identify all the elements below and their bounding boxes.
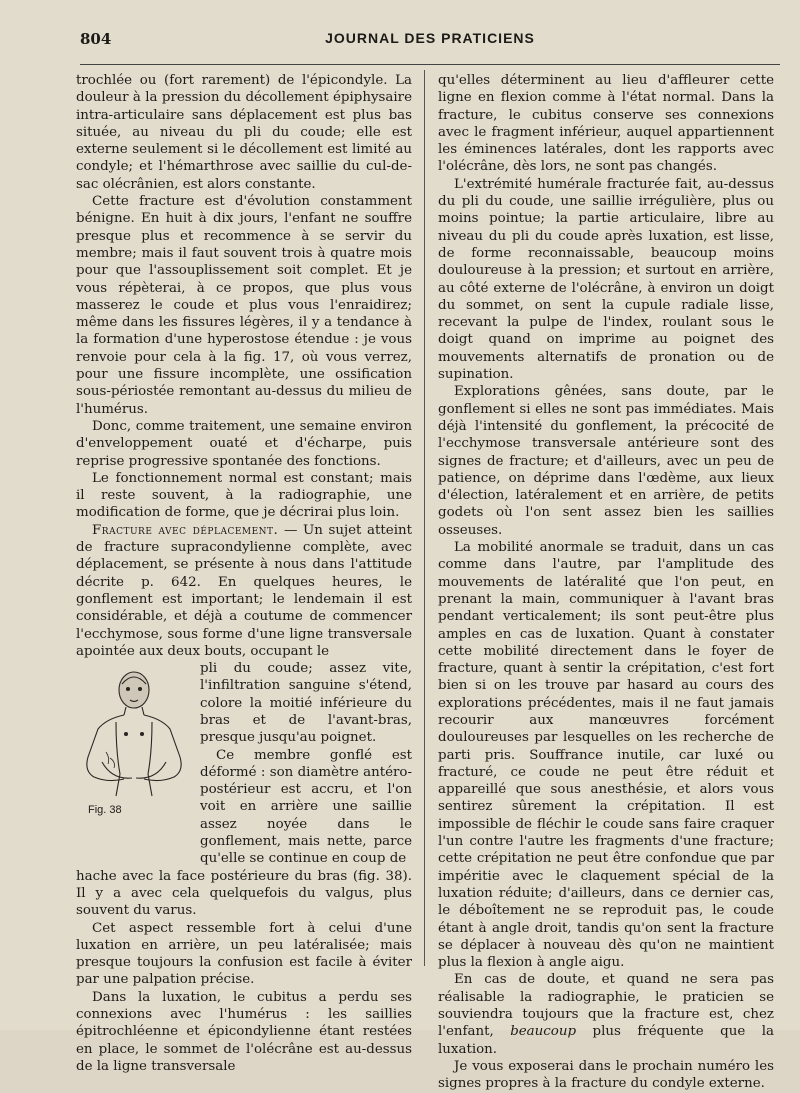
left-column bbox=[76, 72, 412, 1075]
right-paragraph-2: L'extrémité humérale fracturée fait, au-dessus du pli du coude, une saillie irrégulière, plus ou moins pointue; la partie articulaire, libre au niveau du pli du coude après luxation, est lisse, de forme reconnaissable, beaucoup moins douloureuse à la pression; et surtout en arrière, au côté externe de l'olécrâne, à environ un doigt du sommet, on sent la cupule radiale lisse, recevant la pulpe de l'index, roulant sous le doigt quand on imprime au poignet des mouvements alternatifs de pronation ou de supination. bbox=[438, 176, 774, 383]
page-header bbox=[80, 30, 780, 54]
journal-title: JOURNAL DES PRATICIENS bbox=[325, 30, 535, 46]
header-rule bbox=[80, 64, 780, 65]
child-figure-illustration bbox=[76, 662, 194, 802]
left-paragraph-6-rest: hache avec la face postérieure du bras (fig. 38). Il y a avec cela quelquefois du valgus, plus souvent du varus. bbox=[76, 868, 412, 919]
right-paragraph-5-b: plus fréquente que la luxation. bbox=[438, 1024, 774, 1057]
left-paragraph-6-narrow: Ce membre gonflé est déformé : son diamètre antéro-postérieur est accru, et l'on voit en arrière une saillie assez noyée dans le gonflement, mais nette, parce qu'elle se continue en coup de bbox=[200, 747, 412, 867]
right-column bbox=[438, 72, 774, 1093]
left-paragraph-2: Cette fracture est d'évolution constamment bénigne. En huit à dix jours, l'enfant ne souffre presque plus et recommence à se servir du membre; mais il faut souvent trois à quatre mois pour que l'assouplissement soit complet. Et je vous répèterai, à ce propos, que plus vous masserez le coude et plus vous l'enraidirez; même dans les fissures légères, il y a tendance à la formation d'une hyperostose étendue : je vous renvoie pour cela à la fig. 17, où vous verrez, pour une fissure incomplète, une ossification sous-périostée remontant au-dessus du milieu de l'humérus. bbox=[76, 194, 412, 417]
left-paragraph-1: trochlée ou (fort rarement) de l'épicondyle. La douleur à la pression du décollement épiphysaire intra-articulaire sans déplacement est plus bas située, au niveau du pli du coude; elle est externe seulement si le décollement est limité au condyle; et l'hémarthrose avec saillie du cul-de-sac olécrânien, est alors constante. bbox=[76, 73, 412, 192]
figure-caption: Fig. 38 bbox=[88, 804, 122, 817]
left-paragraph-3: Donc, comme traitement, une semaine environ d'enveloppement ouaté et d'écharpe, puis reprise progressive spontanée des fonctions. bbox=[76, 418, 412, 469]
right-paragraph-5 bbox=[438, 971, 774, 1057]
left-paragraph-5 bbox=[76, 522, 412, 660]
left-paragraph-4: Le fonctionnement normal est constant; mais il reste souvent, à la radiographie, une modification de forme, que je décrirai plus loin. bbox=[76, 470, 412, 521]
column-divider bbox=[424, 70, 425, 966]
right-paragraph-3: Explorations gênées, sans doute, par le gonflement si elles ne sont pas immédiates. Mais déjà l'intensité du gonflement, la précocité de l'ecchymose transversale antérieure sont des signes de fracture; et d'ailleurs, avec un peu de patience, on déprime dans l'œdème, aux lieux d'élection, latéralement et en arrière, de petits godets où l'on sent assez bien les saillies osseuses. bbox=[438, 384, 774, 538]
right-paragraph-1: qu'elles déterminent au lieu d'affleurer cette ligne en flexion comme à l'état normal. Dans la fracture, le cubitus conserve ses connexions avec le fragment inférieur, auquel appartiennent les éminences latérales, dont les rapports avec l'olécrâne, dès lors, ne sont pas changés. bbox=[438, 73, 774, 175]
right-paragraph-4: La mobilité anormale se traduit, dans un cas comme dans l'autre, par l'amplitude des mouvements de latéralité que l'on peut, en prenant la main, communiquer à l'avant bras pendant verticalement; ils sont peut-être plus amples en cas de luxation. Quant à constater cette mobilité directement dans le foyer de fracture, quant à sentir la crépitation, c'est fort bien si on les trouve par hasard au cours des explorations précédentes, mais il ne faut jamais recourir aux manœuvres forcément douloureuses par lesquelles on les recherche de parti pris. Souffrance inutile, car luxé ou fracturé, ce coude ne peut être réduit et appareillé que sous anesthésie, et alors vous sentirez sûrement la crépitation. Il est impossible de fléchir le coude sans faire craquer l'un contre l'autre les fragments d'une fracture; cette crépitation ne peut être confondue que par impéritie avec le claquement spécial de la luxation réduite; d'ailleurs, dans ce dernier cas, le déboîtement ne se reproduit pas, le coude étant à angle droit, tandis qu'on sent la fracture se déplacer à nouveau dès qu'on ne maintient plus la flexion à angle aigu. bbox=[438, 540, 774, 971]
left-paragraph-5-text: — Un sujet atteint de fracture supracondylienne complète, avec déplacement, se présente à nous dans l'attitude décrite p. 642. En quelques heures, le gonflement est important; le lendemain il est considérable, et déjà a coutume de commencer l'ecchymose, sous forme d'une ligne transversale apointée aux deux bouts, occupant le bbox=[76, 522, 412, 659]
right-paragraph-6: Je vous exposerai dans le prochain numéro les signes propres à la fracture du condyle externe. bbox=[438, 1058, 774, 1092]
left-paragraph-5-continued: pli du coude; assez vite, l'infiltration sanguine s'étend, colore la moitié inférieure du bras et de l'avant-bras, presque jusqu'au poignet. bbox=[200, 661, 412, 746]
right-paragraph-5-a: En cas de doute, et quand ne sera pas réalisable la radiographie, le praticien se souviendra toujours que la fracture est, chez l'enfant, bbox=[438, 972, 774, 1040]
page-number: 804 bbox=[80, 30, 112, 48]
section-heading: Fracture avec déplacement. bbox=[92, 522, 279, 538]
left-paragraph-7: Cet aspect ressemble fort à celui d'une luxation en arrière, un peu latéralisée; mais presque toujours la confusion est facile à éviter par une palpation précise. bbox=[76, 920, 412, 988]
emphasis-beaucoup: beaucoup bbox=[510, 1024, 577, 1040]
figure-38 bbox=[76, 662, 194, 827]
left-paragraph-8: Dans la luxation, le cubitus a perdu ses connexions avec l'humérus : les saillies épitrochléenne et épicondylienne étant restées en place, le sommet de l'olécrâne est au-dessus de la ligne transversale bbox=[76, 989, 412, 1074]
